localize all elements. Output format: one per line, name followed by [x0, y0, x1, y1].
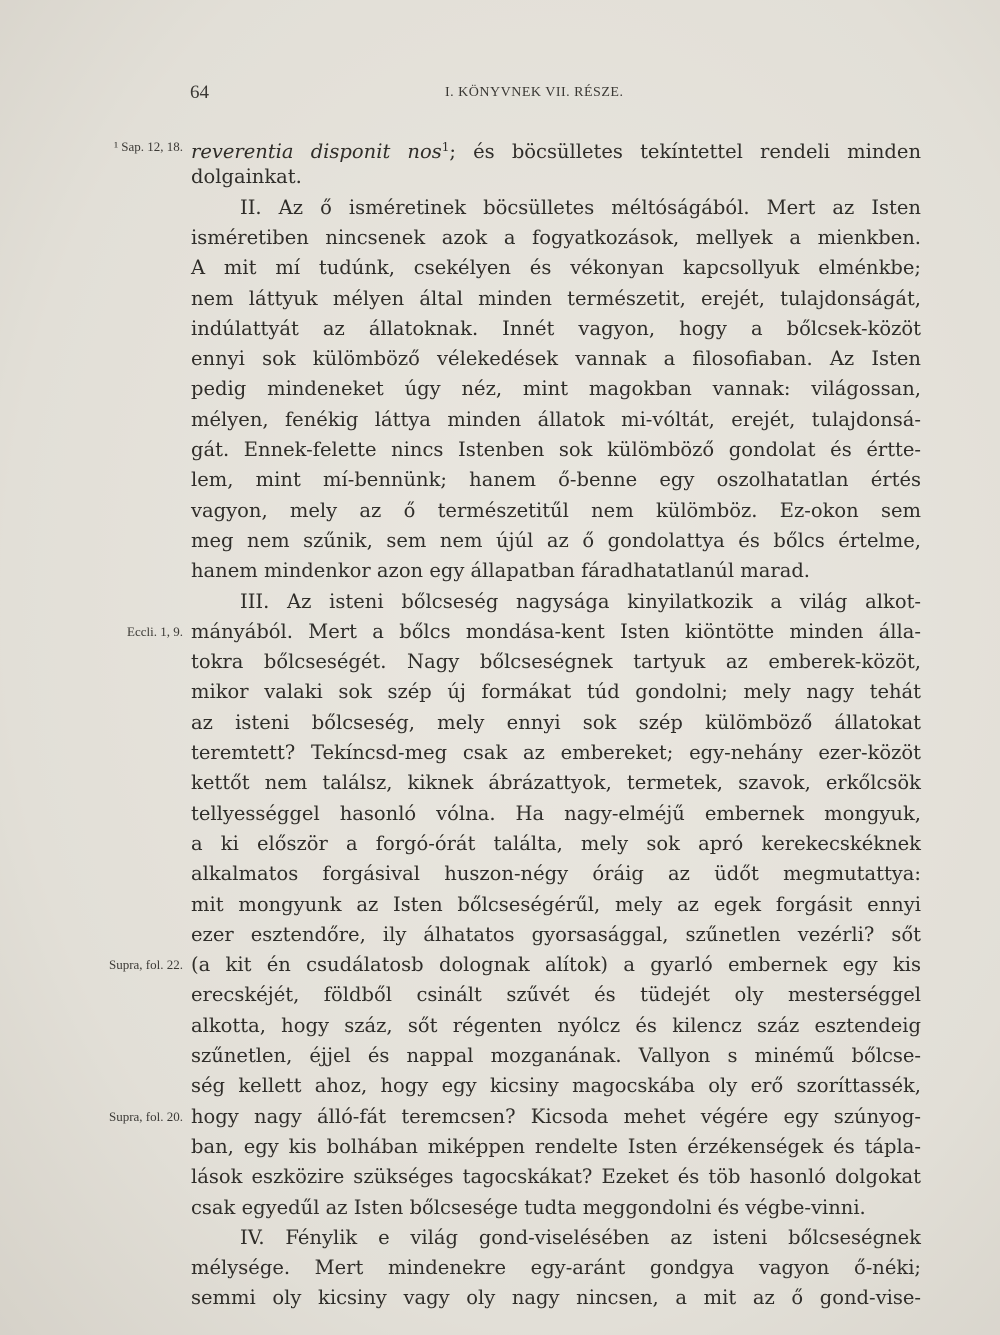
margin-note: Supra, fol. 22. [108, 957, 183, 973]
text-line: indúlattyát az állatoknak. Innét vagyon, hogy a bőlcsek-közöt [191, 316, 921, 340]
text-line: az isteni bőlcseség, mely ennyi sok szép külömböző állatokat [191, 710, 921, 734]
text-line: gát. Ennek-felette nincs Istenben sok külömböző gondolat és értte- [191, 438, 921, 461]
running-head: I. KÖNYVNEK VII. RÉSZE. [445, 85, 624, 100]
text-line: ban, egy kis bolhában miképpen rendelte Isten érzékenségek és tápla- [191, 1134, 921, 1158]
text-line: nem láttyuk mélyen által minden természetit, erejét, tulajdonságát, [191, 286, 921, 310]
text-line: mányából. Mert a bőlcs mondása-kent Isten kiöntötte minden álla- [191, 619, 921, 643]
text-line: A mit mí tudúnk, csekélyen és vékonyan kapcsollyuk elménkbe; [191, 256, 921, 280]
text-line: csak egyedűl az Isten bőlcsesége tudta meggondolni és végbe-vinni. [191, 1195, 866, 1219]
text-line: meg nem szűnik, sem nem újúl az ő gondolattya és bőlcs értelme, [191, 528, 921, 552]
text-line: IV. Fénylik e világ gond-viselésében az isteni bőlcseségnek [240, 1225, 921, 1249]
text-line: alkalmatos forgásival huszon-négy óráig az üdőt megmutattya: [191, 862, 921, 886]
text-line: hanem mindenkor azon egy állapatban fáradhatatlanúl marad. [191, 559, 811, 583]
page-header [0, 82, 1000, 106]
text-line: vagyon, mely az ő természetitűl nem külömböz. Ez-okon sem [191, 498, 921, 522]
text-line: dolgainkat. [191, 165, 302, 189]
text-line: isméretiben nincsenek azok a fogyatkozások, mellyek a mienkben. [191, 225, 921, 249]
text-line: tellyességgel hasonló vólna. Ha nagy-elméjű embernek mongyuk, [191, 801, 921, 825]
text-line: kettőt nem találsz, kiknek ábrázattyok, termetek, szavok, erkőlcsök [191, 771, 921, 795]
text-line: II. Az ő isméretinek böcsülletes méltóságából. Mert az Isten [240, 195, 921, 219]
text-line: hogy nagy álló-fát teremcsen? Kicsoda mehet végére egy szúnyog- [191, 1104, 921, 1128]
text-line: ennyi sok külömböző vélekedések vannak a filosofiaban. Az Isten [191, 347, 921, 371]
footnote-mark: 1 [441, 140, 450, 154]
text-line: tokra bőlcseségét. Nagy bőlcseségnek tartyuk az emberek-közöt, [191, 650, 921, 674]
latin-quote: reverentia disponit nos [191, 140, 442, 163]
text-line: mit mongyunk az Isten bőlcseségérűl, mely az egek forgásit ennyi [191, 892, 921, 916]
text-line: mikor valaki sok szép új formákat túd gondolni; mely nagy tehát [191, 680, 921, 704]
text-line: ezer esztendőre, ily álhatatos gyorsasággal, szűnetlen vezérli? sőt [191, 922, 921, 946]
text-line: lások eszközire szükséges tagocskákat? Ezeket és töb hasonló dolgokat [191, 1165, 921, 1189]
margin-note: Supra, fol. 20. [108, 1108, 183, 1124]
text-line [191, 132, 921, 162]
page-number: 64 [190, 82, 209, 103]
margin-note: Eccli. 1, 9. [127, 623, 183, 639]
text-line: ség kellett ahoz, hogy egy kicsiny magocskába oly erő szoríttassék, [191, 1074, 921, 1098]
text-line: semmi oly kicsiny vagy oly nagy nincsen, a mit az ő gond-vise- [191, 1286, 921, 1310]
text-line: teremtett? Tekíncsd-meg csak az embereket; egy-nehány ezer-közöt [191, 741, 921, 764]
text-line: erecskéjét, földből csinált szűvét és tüdejét oly mesterséggel [191, 983, 921, 1007]
text-line-rest: ; és böcsülletes tekíntettel rendeli minden [449, 140, 922, 163]
text-line: (a kit én csudálatosb dolognak alítok) a gyarló embernek egy kis [191, 953, 921, 977]
text-line: mélyen, fenékig láttya minden állatok mi-vóltát, erejét, tulajdonsá- [191, 407, 921, 431]
text-line: lem, mint mí-bennünk; hanem ő-benne egy oszolhatatlan értés [191, 468, 921, 492]
text-line: szűnetlen, éjjel és nappal mozganának. Vallyon s minémű bőlcse- [191, 1044, 921, 1067]
text-line: III. Az isteni bőlcseség nagysága kinyilatkozik a világ alkot- [240, 589, 921, 613]
text-line: mélysége. Mert mindenekre egy-aránt gondgya vagyon ő-néki; [191, 1256, 921, 1280]
text-line: alkotta, hogy száz, sőt régenten nyólcz és kilencz száz esztendeig [191, 1013, 921, 1037]
margin-note: ¹ Sap. 12, 18. [114, 139, 183, 154]
text-line: pedig mindeneket úgy néz, mint magokban vannak: világossan, [191, 377, 921, 401]
text-line: a ki először a forgó-órát találta, mely sok apró kerekecskéknek [191, 831, 921, 855]
